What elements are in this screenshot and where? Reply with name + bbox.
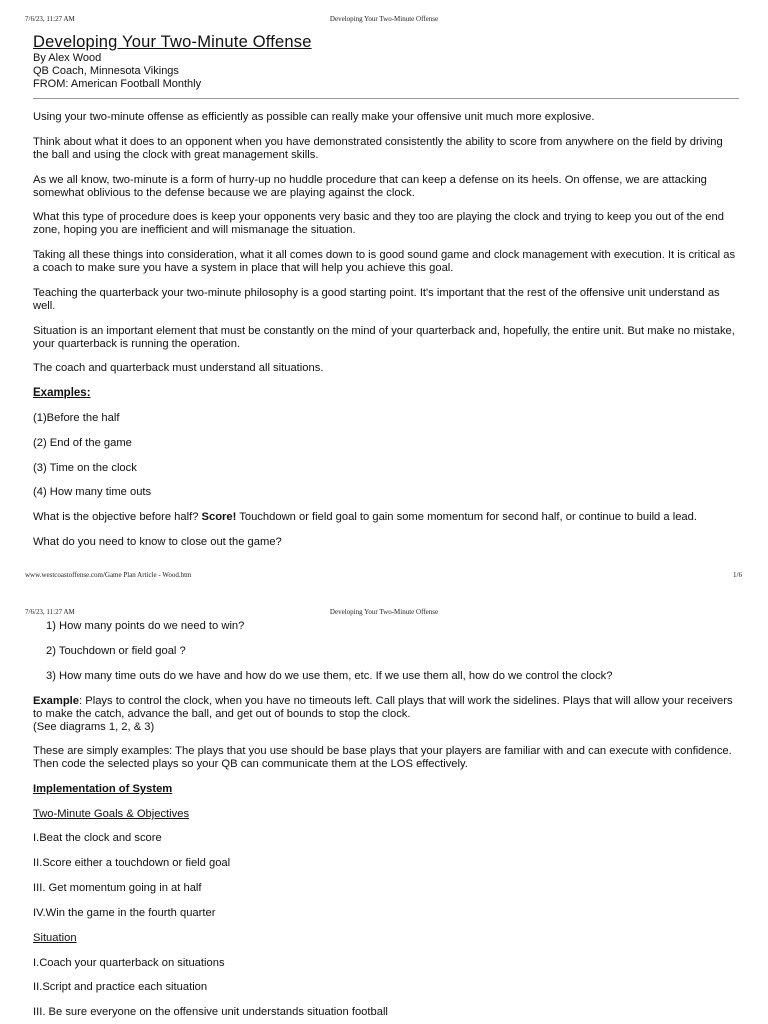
paragraph: Using your two-minute offense as efficiently as possible can really make your offensive unit much more explosive. [33,111,595,123]
paragraph: Situation is an important element that must be constantly on the mind of your quarterback and, hopefully, the entire unit. But make no mistake, your quarterback is running the operation. [33,325,735,350]
list-item: 3) How many time outs do we have and how do we use them, etc. If we use them all, how do we control the clock? [46,670,613,682]
paragraph: Think about what it does to an opponent when you have demonstrated consistently the ability to score from anywhere on the field by driving the ball and using the clock with great management skills. [33,136,723,161]
objective-bold: Score! [201,511,237,523]
article-title: Developing Your Two-Minute Offense [33,33,312,51]
article-source: FROM: American Football Monthly [33,78,202,90]
list-item: (1)Before the half [33,412,120,424]
examples-heading: Examples: [33,387,91,399]
objective-rest: Touchdown or field goal to gain some momentum for second half, or continue to build a lead. [236,511,697,523]
goals-heading: Two-Minute Goals & Objectives [33,808,190,820]
objective-question: What is the objective before half? [33,511,202,523]
list-item: III. Be sure everyone on the offensive unit understands situation football [33,1006,388,1018]
byline: By Alex Wood [33,52,102,64]
header-date: 7/6/23, 11:27 AM [25,608,75,616]
list-item: III. Get momentum going in at half [33,882,202,894]
paragraph: The coach and quarterback must understand all situations. [33,362,324,374]
paragraph: As we all know, two-minute is a form of hurry-up no huddle procedure that can keep a defense on its heels. On offense, we are attacking somewhat oblivious to the defense because we are playing against the clock. [33,174,707,199]
list-item: 1) How many points do we need to win? [46,620,245,632]
list-item: (4) How many time outs [33,486,152,498]
list-item: I.Beat the clock and score [33,832,162,844]
example-diagrams: (See diagrams 1, 2, & 3) [33,721,155,733]
list-item: (3) Time on the clock [33,462,137,474]
example-paragraph [33,695,739,734]
list-item: I.Coach your quarterback on situations [33,957,225,969]
header-title: Developing Your Two-Minute Offense [329,15,439,23]
header-date: 7/6/23, 11:27 AM [25,15,75,23]
paragraph: What do you need to know to close out the game? [33,536,282,548]
footer-url: www.westcoastoffense.com/Game Plan Article - Wood.htm [25,571,192,579]
paragraph: What this type of procedure does is keep your opponents very basic and they too are playing the clock and trying to keep you out of the end zone, hoping you are inefficient and will mismanage the situation. [33,211,724,236]
list-item: IV.Win the game in the fourth quarter [33,907,216,919]
list-item: II.Score either a touchdown or field goal [33,857,231,869]
author-role: QB Coach, Minnesota Vikings [33,65,179,77]
implementation-heading: Implementation of System [33,783,173,795]
list-item: (2) End of the game [33,437,132,449]
situation-heading: Situation [33,932,77,944]
paragraph: Teaching the quarterback your two-minute philosophy is a good starting point. It's important that the rest of the offensive unit understand as well. [33,287,720,312]
paragraph: Taking all these things into consideration, what it all comes down to is good sound game and clock management with execution. It is critical as a coach to make sure you have a system in place that will help you achieve this goal. [33,249,736,274]
example-text: : Plays to control the clock, when you have no timeouts left. Call plays that will work the sidelines. Plays that will allow your receivers to make the catch, advance the ball, and get out of bounds to stop the clock. [33,695,733,720]
header-title: Developing Your Two-Minute Offense [329,608,439,616]
paragraph: These are simply examples: The plays that you use should be base plays that your players are familiar with and can execute with confidence. Then code the selected plays so your QB can communicate them at the LOS effectively. [33,745,732,770]
list-item: II.Script and practice each situation [33,981,208,993]
footer-page-number: 1/6 [733,571,742,579]
example-label: Example [33,695,80,707]
list-item: 2) Touchdown or field goal ? [46,645,186,657]
